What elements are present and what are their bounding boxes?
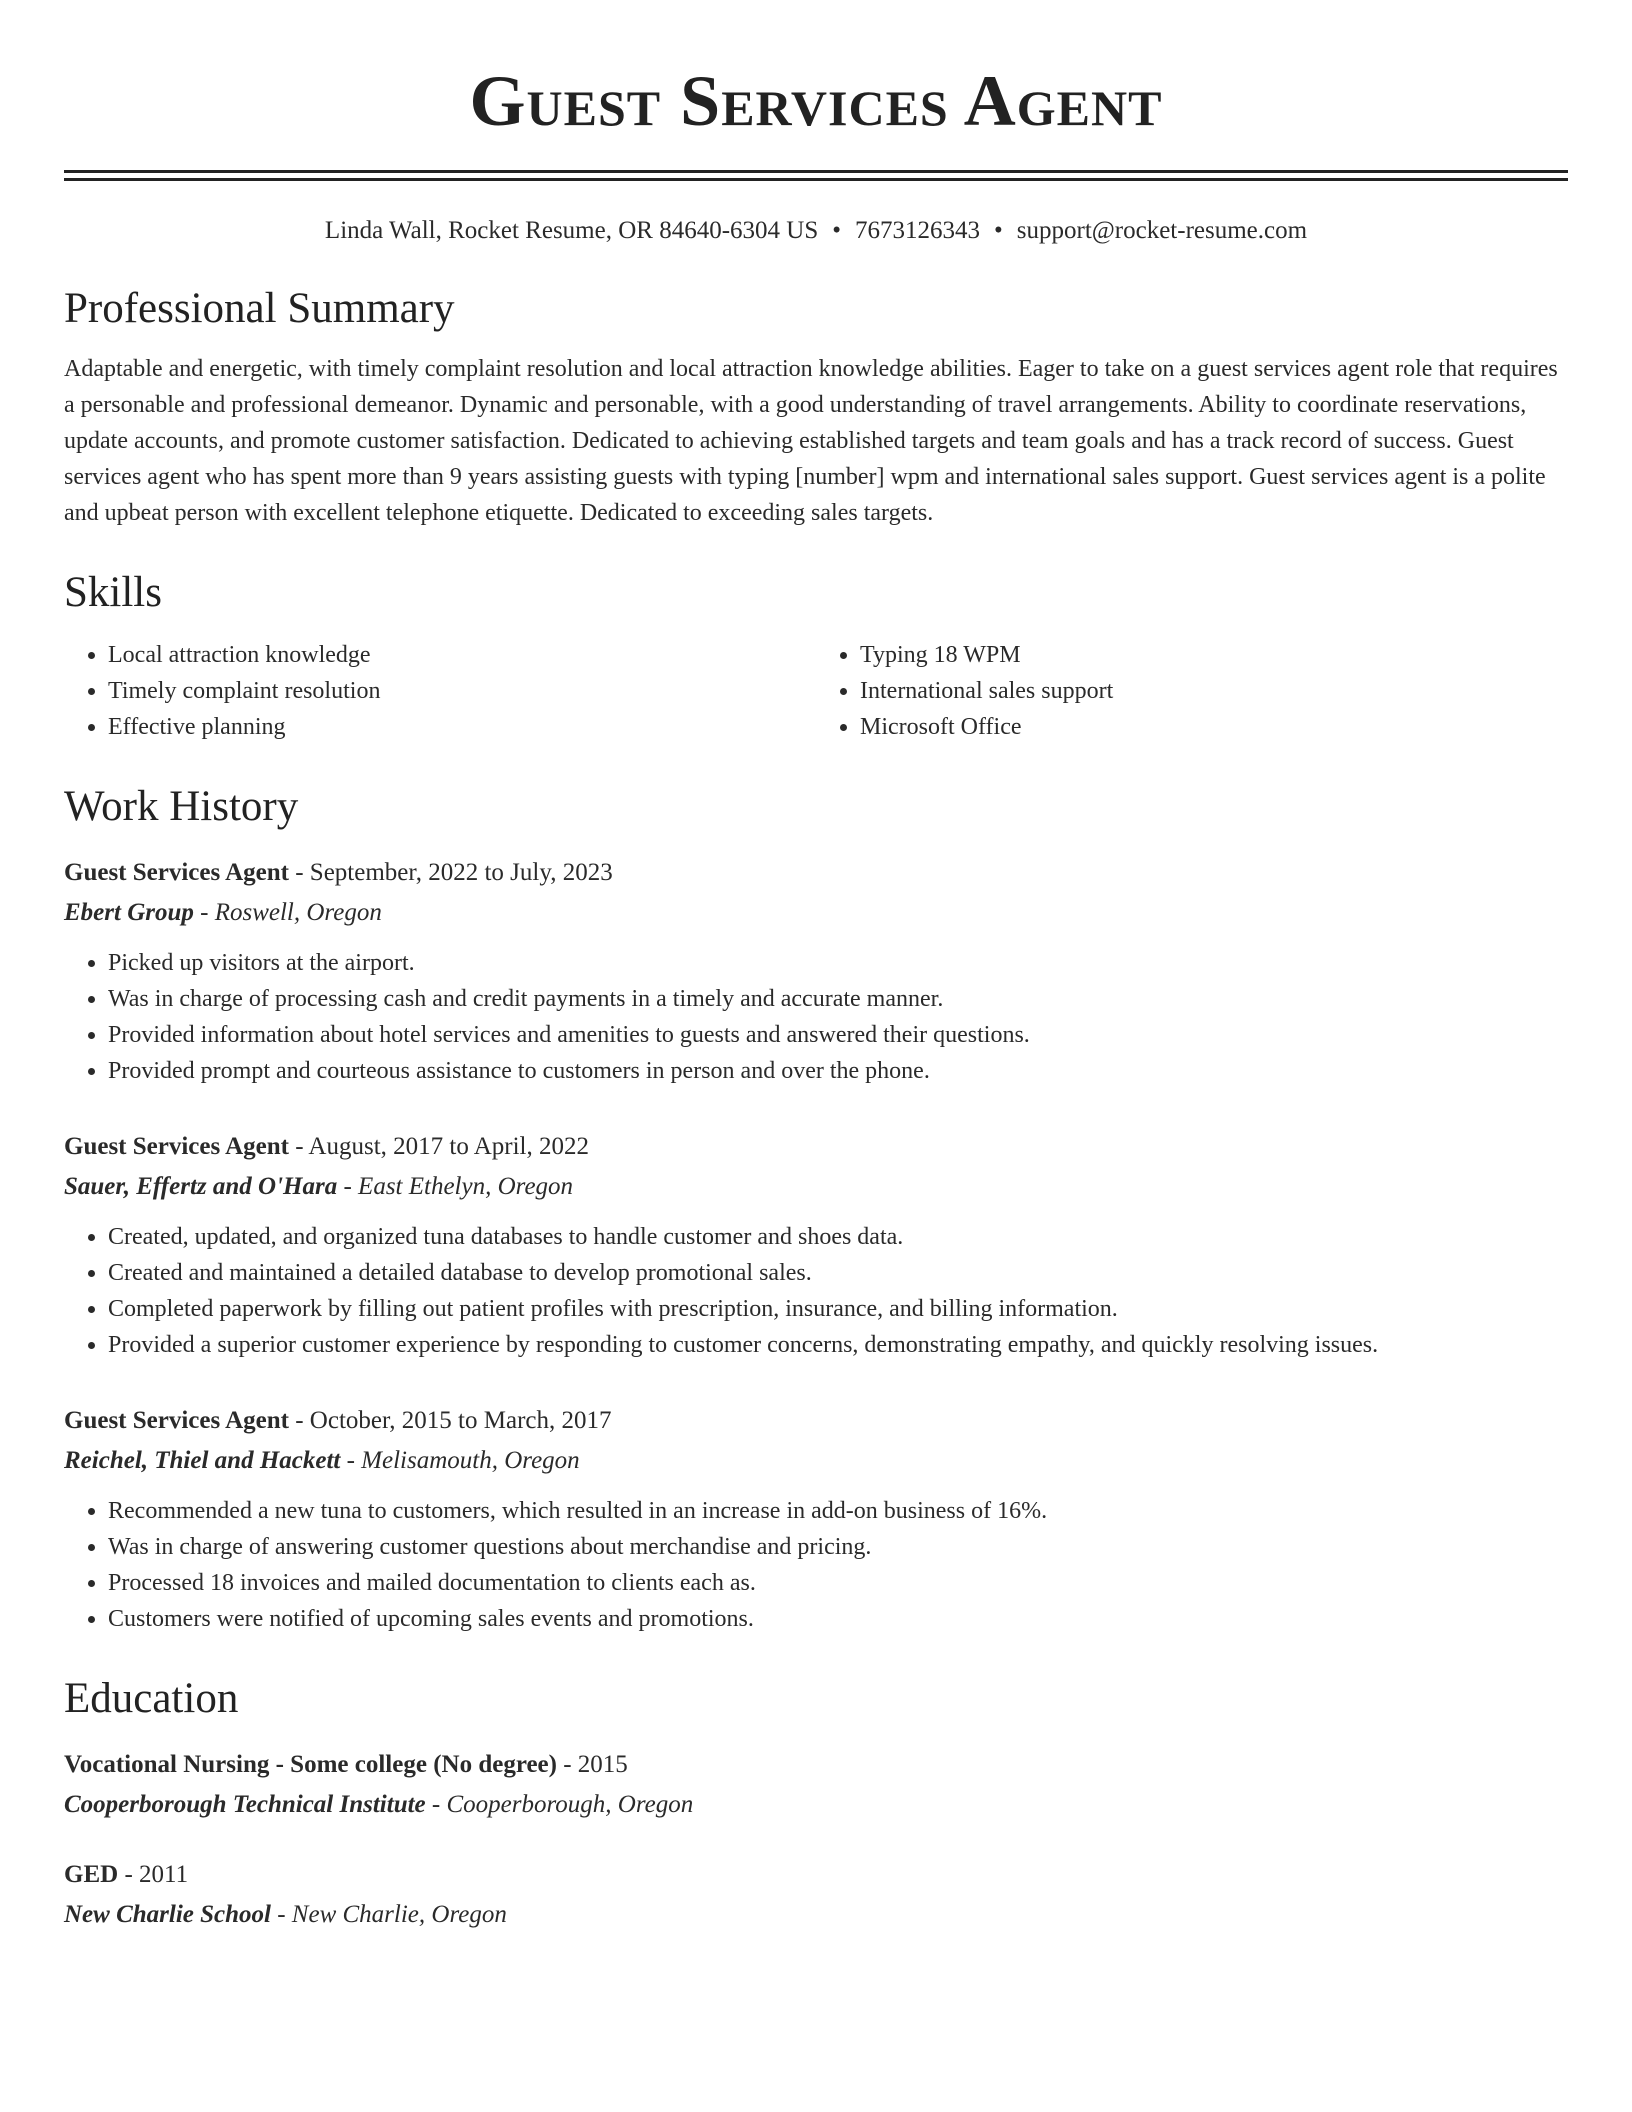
school-location: - Cooperborough, Oregon	[425, 1791, 694, 1818]
job-role: Guest Services Agent	[64, 1407, 289, 1434]
job-company: Ebert Group	[64, 899, 194, 926]
contact-email[interactable]: support@rocket-resume.com	[1016, 217, 1308, 244]
degree-year: - 2011	[118, 1861, 189, 1888]
job-company: Sauer, Effertz and O'Hara	[64, 1173, 338, 1200]
contact-separator: •	[832, 217, 841, 244]
job-location: - Roswell, Oregon	[193, 899, 382, 926]
skill-item: • International sales support	[860, 673, 1568, 709]
duty-item: • Provided information about hotel services and amenities to guests and answered their questions.	[108, 1017, 1568, 1053]
school: New Charlie School	[64, 1901, 271, 1928]
job-role: Guest Services Agent	[64, 859, 289, 886]
resume-title: Guest Services Agent	[469, 61, 1163, 141]
degree-line	[64, 1745, 1568, 1785]
school-line	[64, 1895, 1568, 1935]
contact-separator: •	[994, 217, 1003, 244]
job-dates: - August, 2017 to April, 2022	[288, 1133, 589, 1160]
contact-address: Linda Wall, Rocket Resume, OR 84640-6304 US	[324, 217, 819, 244]
job-duties	[64, 945, 1568, 1089]
job-company-line	[64, 1441, 1568, 1481]
duty-item: • Completed paperwork by filling out patient profiles with prescription, insurance, and billing information.	[108, 1291, 1568, 1327]
title-divider	[64, 170, 1568, 181]
duty-item: • Provided prompt and courteous assistance to customers in person and over the phone.	[108, 1053, 1568, 1089]
contact-phone: 7673126343	[855, 217, 980, 244]
work-history-heading: Work History	[64, 783, 299, 830]
degree: Vocational Nursing - Some college (No degree)	[64, 1751, 557, 1778]
education-entry	[64, 1745, 1568, 1825]
duty-item: • Was in charge of answering customer questions about merchandise and pricing.	[108, 1529, 1568, 1565]
job-entry	[64, 1401, 1568, 1637]
skills-column-left	[64, 637, 816, 745]
skill-item: • Microsoft Office	[860, 709, 1568, 745]
duty-item: • Provided a superior customer experience by responding to customer concerns, demonstrating empathy, and quickly resolving issues.	[108, 1327, 1568, 1363]
summary-text: Adaptable and energetic, with timely complaint resolution and local attraction knowledge abilities. Eager to take on a guest services agent role that requires a personable and professional demeanor. Dynamic and personable, with a good understanding of travel arrangements. Ability to coordinate reservations, update accounts, and promote customer satisfaction. Dedicated to achieving established targets and team goals and has a track record of success. Guest services agent who has spent more than 9 years assisting guests with typing [number] wpm and international sales support. Guest services agent is a polite and upbeat person with excellent telephone etiquette. Dedicated to exceeding sales targets.	[64, 356, 1558, 526]
job-entry	[64, 1127, 1568, 1363]
duty-item: • Created and maintained a detailed database to develop promotional sales.	[108, 1255, 1568, 1291]
duty-item: • Picked up visitors at the airport.	[108, 945, 1568, 981]
school-line	[64, 1785, 1568, 1825]
skill-item: • Typing 18 WPM	[860, 637, 1568, 673]
education-entry	[64, 1855, 1568, 1935]
job-location: - Melisamouth, Oregon	[340, 1447, 580, 1474]
skill-item: • Timely complaint resolution	[108, 673, 816, 709]
job-company: Reichel, Thiel and Hackett	[64, 1447, 341, 1474]
skills-heading: Skills	[64, 569, 162, 616]
duty-item: • Processed 18 invoices and mailed documentation to clients each as.	[108, 1565, 1568, 1601]
summary-heading: Professional Summary	[64, 285, 455, 332]
degree-line	[64, 1855, 1568, 1895]
job-title-line	[64, 1127, 1568, 1167]
job-title-line	[64, 1401, 1568, 1441]
education-heading: Education	[64, 1675, 239, 1722]
job-duties	[64, 1219, 1568, 1363]
job-title-line	[64, 853, 1568, 893]
duty-item: • Customers were notified of upcoming sales events and promotions.	[108, 1601, 1568, 1637]
job-dates: - September, 2022 to July, 2023	[288, 859, 613, 886]
duty-item: • Recommended a new tuna to customers, which resulted in an increase in add-on business of 16%.	[108, 1493, 1568, 1529]
job-company-line	[64, 1167, 1568, 1207]
job-duties	[64, 1493, 1568, 1637]
duty-item: • Was in charge of processing cash and credit payments in a timely and accurate manner.	[108, 981, 1568, 1017]
job-company-line	[64, 893, 1568, 933]
school: Cooperborough Technical Institute	[64, 1791, 426, 1818]
skill-item: • Local attraction knowledge	[108, 637, 816, 673]
skills-column-right	[816, 637, 1568, 745]
degree: GED	[64, 1861, 119, 1888]
skills-list	[64, 637, 1568, 745]
job-entry	[64, 853, 1568, 1089]
job-location: - East Ethelyn, Oregon	[337, 1173, 574, 1200]
job-role: Guest Services Agent	[64, 1133, 289, 1160]
school-location: - New Charlie, Oregon	[270, 1901, 507, 1928]
contact-line	[64, 215, 1568, 247]
job-dates: - October, 2015 to March, 2017	[288, 1407, 612, 1434]
degree-year: - 2015	[556, 1751, 628, 1778]
duty-item: • Created, updated, and organized tuna databases to handle customer and shoes data.	[108, 1219, 1568, 1255]
skill-item: • Effective planning	[108, 709, 816, 745]
